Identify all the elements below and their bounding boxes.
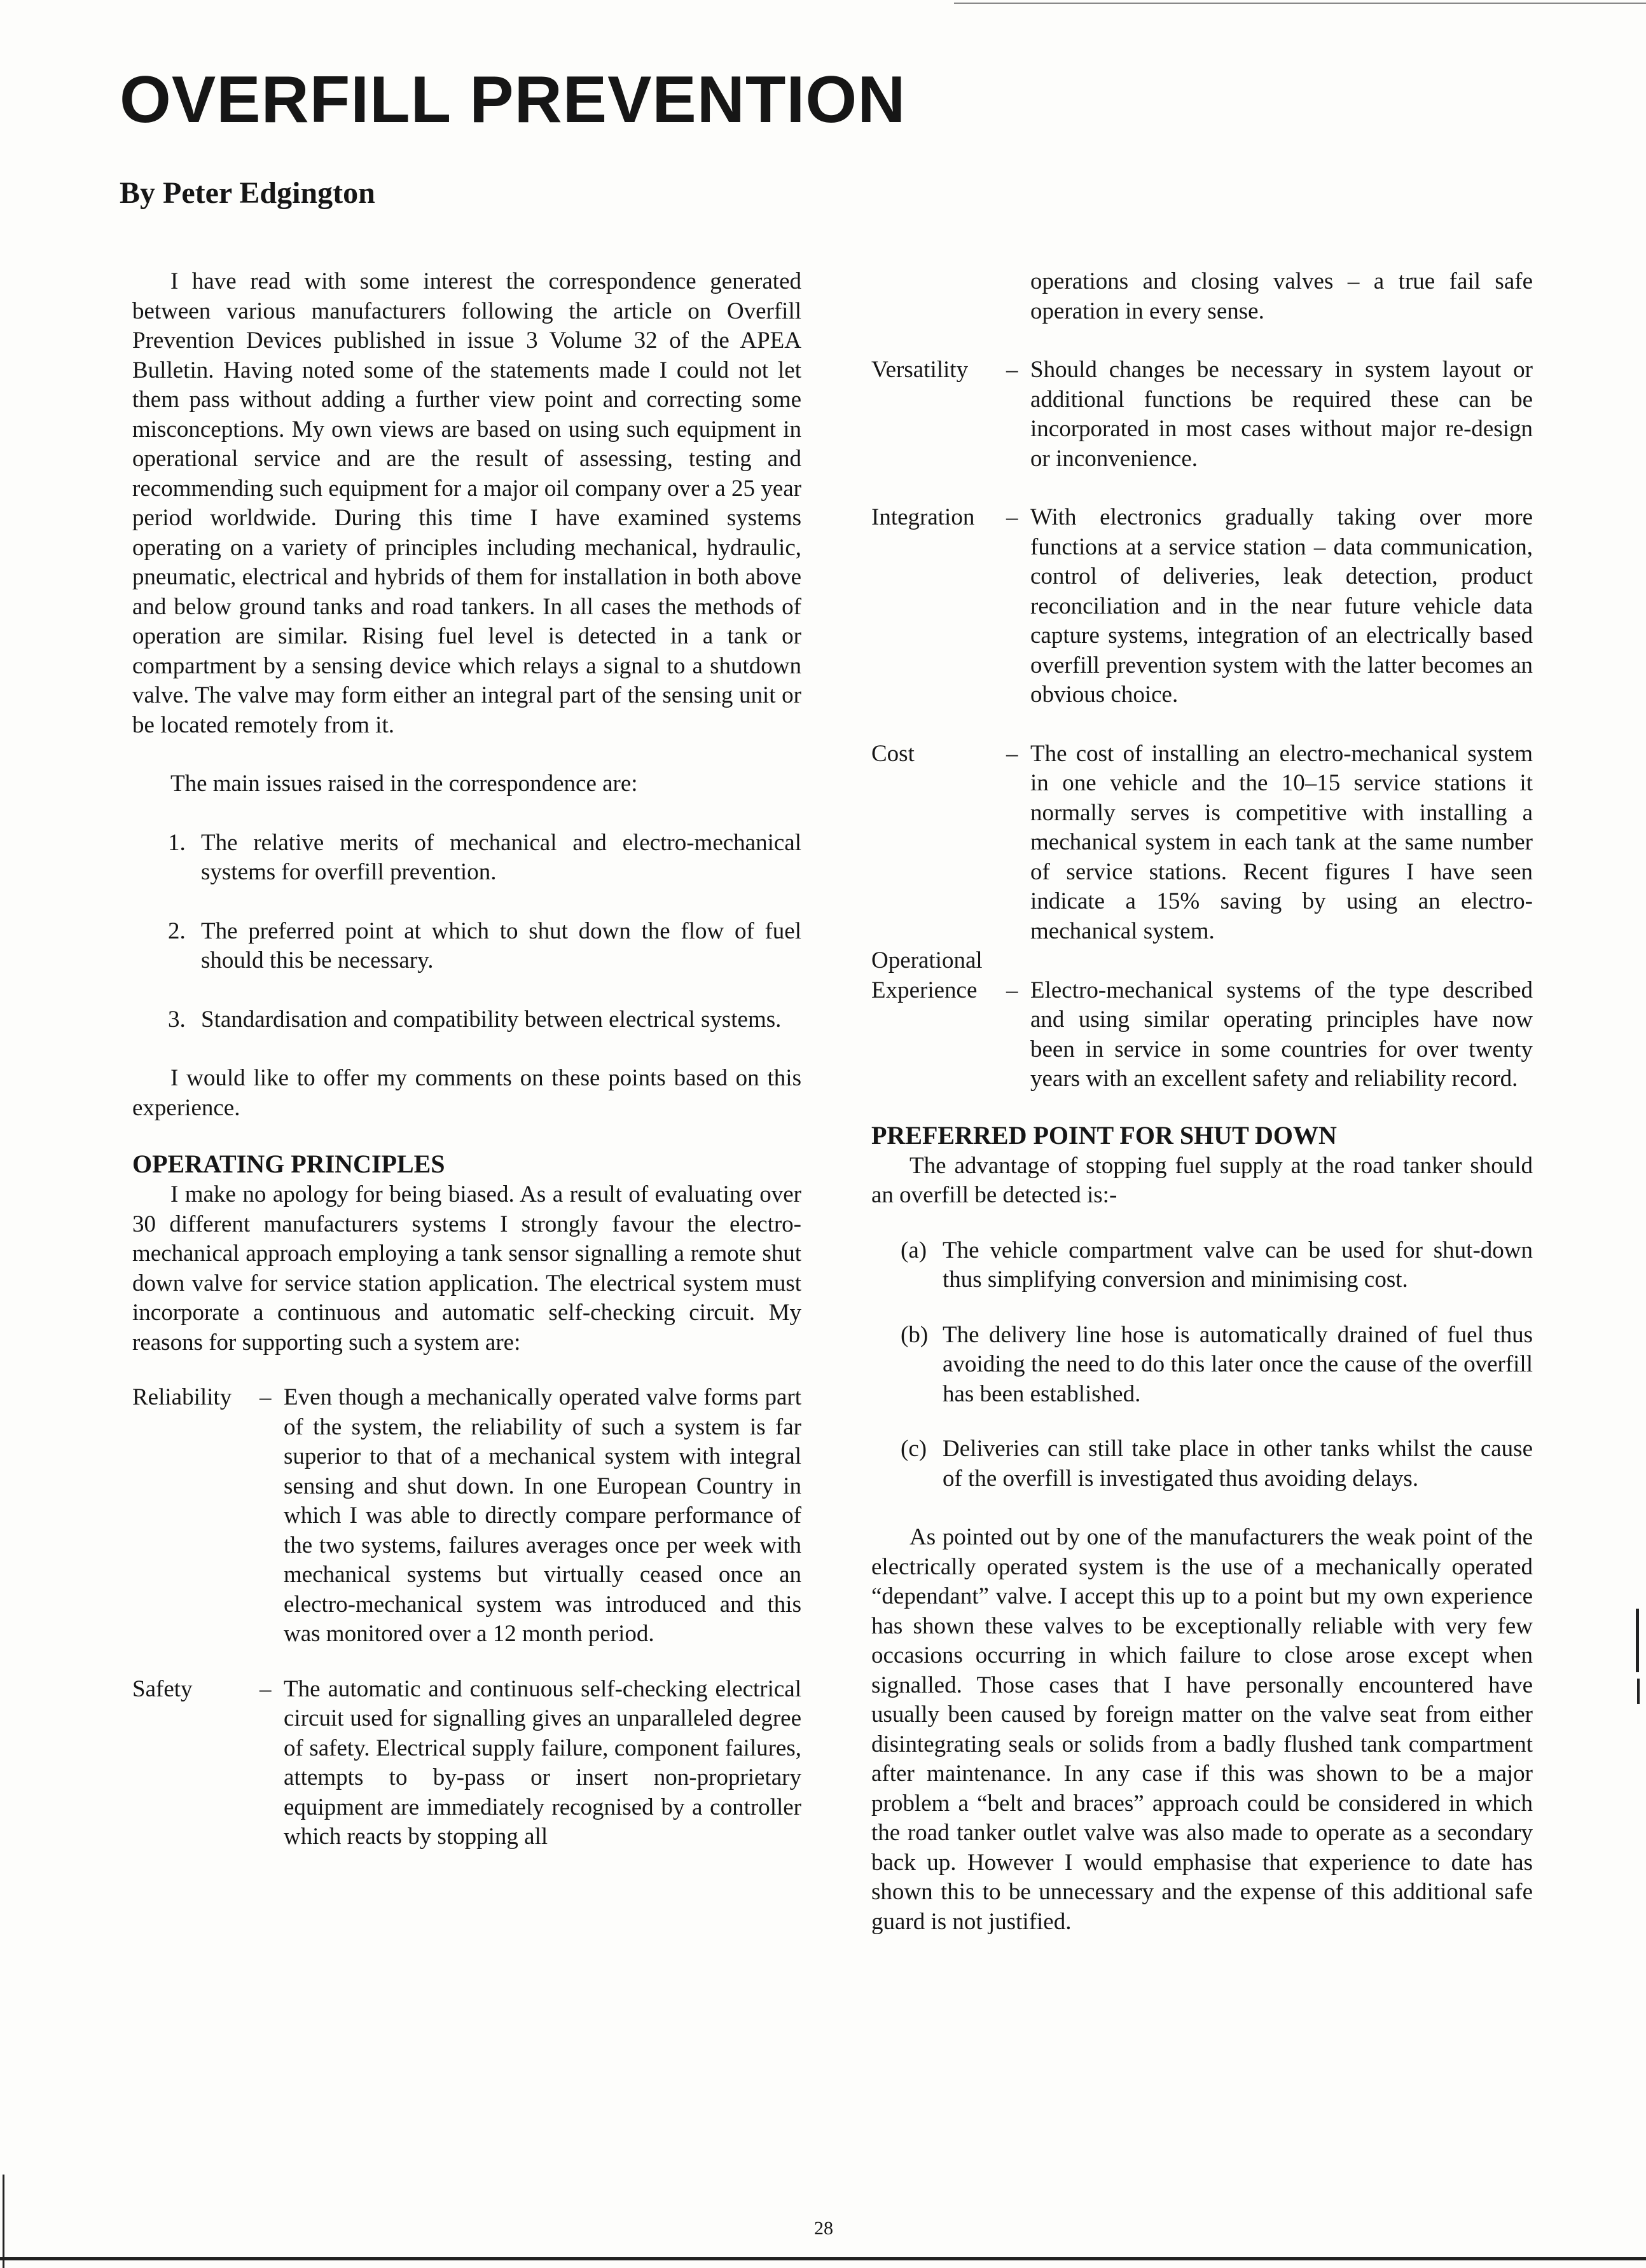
top-rule — [954, 3, 1646, 4]
right-edge-mark — [1637, 1679, 1640, 1704]
article-title: OVERFILL PREVENTION — [120, 63, 906, 137]
definition-item: Integration – With electronics gradually taking over more functions at a service station – data communication, control of deliveries, leak detection, product reconciliation and in the near future vehicle data capture systems, integration of an electrically based overfill prevention system with the latter becomes an obvious choice. — [871, 504, 1533, 708]
list-item: 2. The preferred point at which to shut down the flow of fuel should this be necessary. — [168, 918, 801, 973]
list-item: 1. The relative merits of mechanical and electro-mechanical systems for overfill prevention. — [168, 829, 801, 885]
definition-item: Reliability – Even though a mechanically operated valve forms part of the system, the reliability of such a system is far superior to that of a mechanical system with integral sensing and shut down. In one European Country in which I was able to directly compare performance of the two systems, failures averages once per week with mechanical systems but virtually ceased once an electro-mechanical system was introduced and this was monitored over a 12 month period. — [132, 1384, 801, 1647]
right-edge-mark — [1636, 1609, 1639, 1672]
left-column — [132, 267, 801, 1852]
right-column — [871, 267, 1533, 1937]
bottom-rule — [0, 2257, 1646, 2260]
page-number: 28 — [814, 2218, 833, 2239]
issues-list — [132, 828, 801, 1035]
section-heading-operating: OPERATING PRINCIPLES — [132, 1150, 445, 1178]
list-item: 3. Standardisation and compatibility between electrical systems. — [168, 1006, 782, 1033]
byline: By Peter Edgington — [120, 176, 375, 210]
definition-item: Cost – The cost of installing an electro-mechanical system in one vehicle and the 10–15 service stations it normally serves is competitive with installing a mechanical system in each tank at the same number of service stations. Recent figures I have seen indicate a 15% saving by using an electro-mechanical system. — [871, 740, 1533, 944]
definition-term-line: Operational — [871, 947, 983, 973]
offer-paragraph: I would like to offer my comments on these points based on this experience. — [132, 1065, 801, 1121]
list-item: (b) The delivery line hose is automatically drained of fuel thus avoiding the need to do this later once the cause of the overfill has been established. — [901, 1321, 1533, 1407]
section-heading-preferred: PREFERRED POINT FOR SHUT DOWN — [871, 1120, 1337, 1150]
operating-paragraph: I make no apology for being biased. As a result of evaluating over 30 different manufacturers systems I strongly favour the electro-mechanical approach employing a tank sensor signalling a remote shut down valve for service station application. The electrical system must incorporate a continuous and automatic self-checking circuit. My reasons for supporting such a system are: — [132, 1181, 801, 1356]
list-item: (a) The vehicle compartment valve can be used for shut-down thus simplifying conversion and minimising cost. — [901, 1237, 1533, 1293]
safety-continued: operations and closing valves – a true fail safe operation in every sense. — [1030, 268, 1533, 324]
list-item: (c) Deliveries can still take place in other tanks whilst the cause of the overfill is investigated thus avoiding delays. — [901, 1436, 1533, 1492]
reasons-list-continued — [871, 355, 1533, 1094]
preferred-paragraph: The advantage of stopping fuel supply at the road tanker should an overfill be detected is:- — [871, 1152, 1533, 1208]
definition-item: Experience – Electro-mechanical systems of the type described and using similar operating principles have now been in service in some countries for over twenty years with an excellent safety and reliability record. — [871, 977, 1533, 1092]
reasons-list — [132, 1383, 801, 1852]
closing-paragraph: As pointed out by one of the manufacturers the weak point of the electrically operated system is the use of a mechanically operated “dependant” valve. I accept this up to a point but my own experience has shown these valves to be exceptionally reliable with very few occasions occurring in which failure to close arose except when signalled. Those cases that I have personally encountered have usually been caused by foreign matter on the valve seat from either disintegrating seals or solids from a badly flushed tank compartment after maintenance. In any case if this was shown to be a major problem a “belt and braces” approach could be considered in which the road tanker outlet valve was also made to operate as a secondary back up. However I would emphasise that experience to date has shown this to be unnecessary and the expense of this additional safe guard is not justified. — [871, 1524, 1533, 1935]
definition-item: Safety – The automatic and continuous self-checking electrical circuit used for signalling gives an unparalleled degree of safety. Electrical supply failure, component failures, attempts to by-pass or insert non-proprietary equipment are immediately recognised by a controller which reacts by stopping all — [132, 1675, 801, 1850]
definition-item: Versatility – Should changes be necessary in system layout or additional functions be required these can be incorporated in most cases without major re-design or inconvenience. — [871, 357, 1533, 472]
issues-intro: The main issues raised in the correspondence are: — [170, 771, 638, 797]
advantages-list — [871, 1236, 1533, 1494]
intro-paragraph: I have read with some interest the correspondence generated between various manufacturers following the article on Overfill Prevention Devices published in issue 3 Volume 32 of the APEA Bulletin. Having noted some of the statements made I could not let them pass without adding a further view point and correcting some misconceptions. My own views are based on using such equipment in operational service and are the result of assessing, testing and recommending such equipment for a major oil company over a 25 year period worldwide. During this time I have examined systems operating on a variety of principles including mechanical, hydraulic, pneumatic, electrical and hybrids of them for installation in both above and below ground tanks and road tankers. In all cases the methods of operation are similar. Rising fuel level is detected in a tank or compartment by a sensing device which relays a signal to a shutdown valve. The valve may form either an integral part of the sensing unit or be located remotely from it. — [132, 268, 801, 738]
left-edge-mark — [3, 2175, 4, 2268]
